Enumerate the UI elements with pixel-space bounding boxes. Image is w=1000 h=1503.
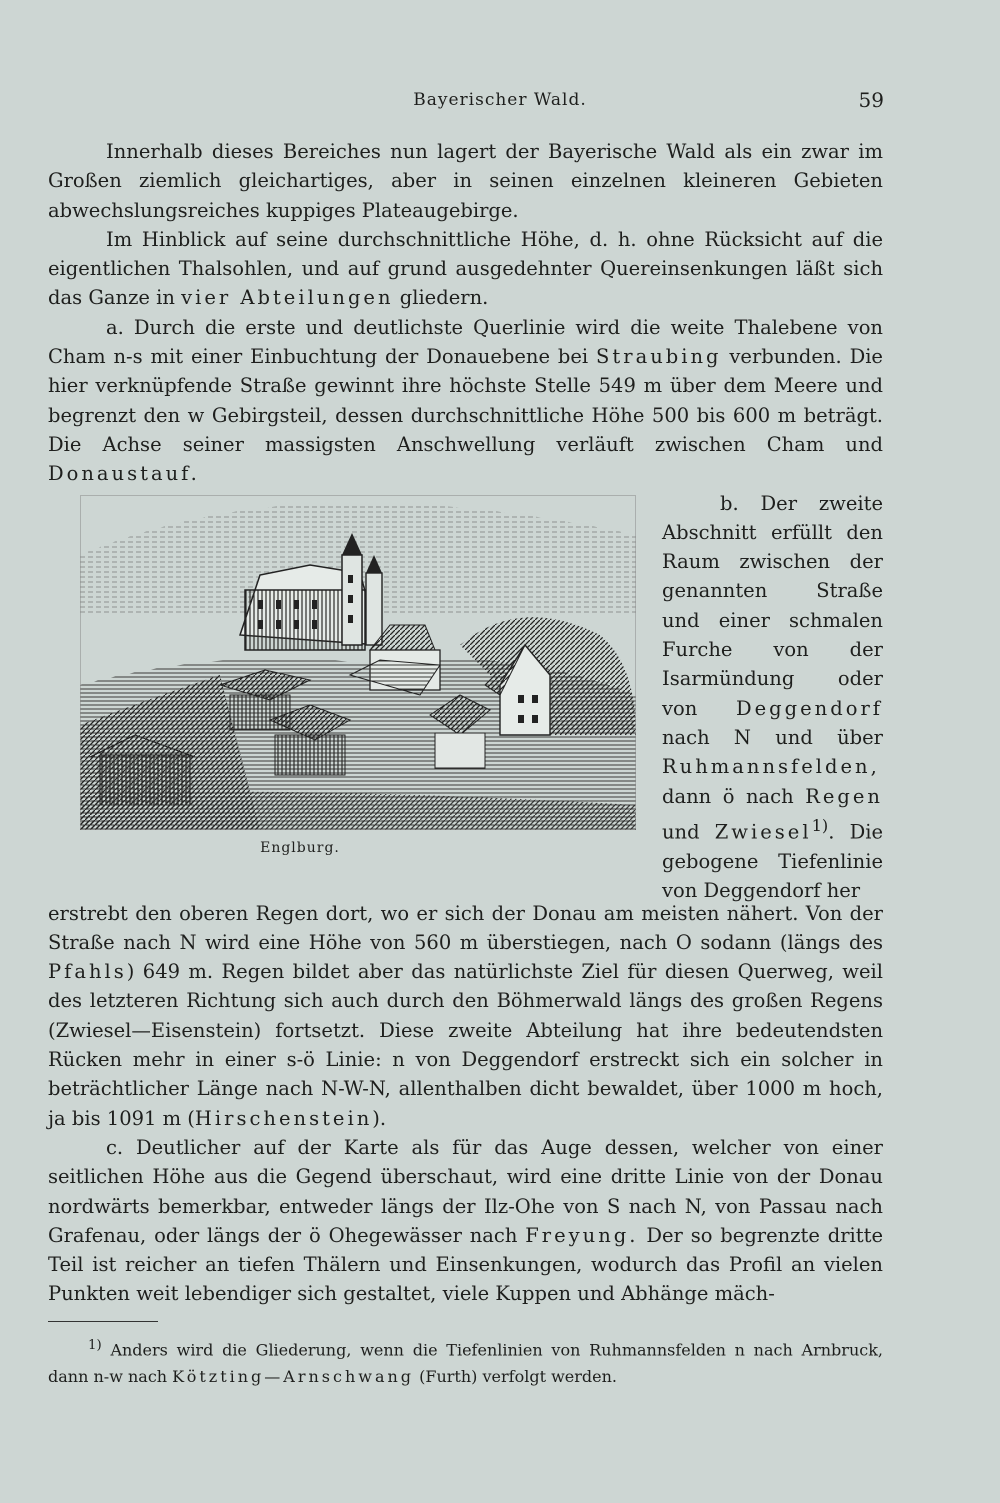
place-ruhmannsfelden: Ruhmannsfelden,: [662, 755, 880, 779]
figure-caption: Englburg.: [260, 839, 340, 856]
text: b. Der zweite Abschnitt erfüllt den Raum zwischen der genannten Straße und einer schmalen Furche von der Isarmündung oder von: [662, 491, 883, 720]
place-zwiesel: Zwiesel: [714, 820, 812, 844]
text: ).: [372, 1106, 387, 1130]
paragraph-section-a: [48, 313, 883, 489]
spaced-places: Kötzting—Arnschwang: [172, 1367, 415, 1387]
footnote-ref: 1): [811, 815, 829, 835]
text: gliedern.: [393, 286, 489, 310]
running-head: Bayerischer Wald.: [413, 90, 587, 110]
text: dann ö nach: [662, 784, 806, 808]
paragraph-section-b-continued: [48, 899, 883, 1133]
text: ) 649 m. Regen bildet aber das natürlichste Ziel für diesen Querweg, weil des letzteren Richtung sich auch durch den Böhmerwald längs des großen Regens (Zwiesel—Eisenstein) fortsetzt. Diese zweite Abteilung hat ihre bedeutendsten Rücken mehr in einer s-ö Linie: n von Deggendorf erstreckt sich ein solcher in beträchtlicher Länge nach N-W-N, allenthalben dicht bewaldet, über 1000 m hoch, ja bis 1091 m (: [48, 960, 883, 1130]
paragraph-intro-text: Innerhalb dieses Bereiches nun lagert der Bayerische Wald als ein zwar im Großen ziemlich gleichartiges, aber in seinen einzelnen kleineren Gebieten abwechslungsreiches kuppiges Plateaugebirge.: [48, 140, 883, 222]
paragraph-section-b: [662, 489, 883, 906]
paragraph-division: [48, 225, 883, 313]
footnote-rule: [48, 1321, 158, 1322]
text: c. Deutlicher auf der Karte als für das Auge dessen, welcher von einer seitlichen Höhe aus die Gegend überschaut, wird eine dritte Linie von der Donau nordwärts bemerkbar, entweder längs der Ilz-Ohe von S nach N, von Passau nach Grafenau, oder längs der ö Ohegewässer nach: [48, 1135, 883, 1247]
page-body: [48, 137, 883, 1390]
page-header: [0, 88, 1000, 116]
footnote-marker: 1): [88, 1337, 102, 1353]
place-pfahl: Pfahls: [48, 960, 127, 984]
place-deggendorf: Deggendorf: [736, 696, 883, 720]
place-straubing: Straubing: [596, 345, 722, 369]
text: nach N und über: [662, 725, 883, 749]
figure-row: [48, 489, 883, 902]
place-regen: Regen: [805, 784, 883, 808]
englburg-engraving: [80, 495, 636, 830]
footnote: [48, 1332, 883, 1390]
section-b-start: [662, 489, 883, 906]
figure-englburg: [80, 495, 640, 856]
text: Der so begrenzte dritte Teil ist reicher an tiefen Thälern und Einsenkungen, wodurch das Profil an vielen Punkten weit lebendiger sich gestaltet, viele Kuppen und Abhänge mäch-: [48, 1223, 883, 1306]
text: verbunden. Die hier verknüpfende Straße gewinnt ihre höchste Stelle 549 m über dem Meere und begrenzt den w Gebirgsteil, dessen durchschnittliche Höhe 500 bis 600 m beträgt. Die Achse seiner massigsten Anschwellung verläuft zwischen Cham und: [48, 345, 883, 456]
place-freyung: Freyung.: [525, 1223, 639, 1247]
text: a. Durch die erste und deutlichste Querlinie wird die weite Thalebene von Cham n-s mit einer Einbuchtung der Donauebene bei: [48, 315, 883, 369]
text: Anders wird die Gliederung, wenn die Tiefenlinien von Ruhmannsfelden n nach Arnbruck, dann n-w nach: [48, 1340, 883, 1387]
place-hirschenstein: Hirschenstein: [194, 1106, 373, 1130]
text: (Furth) verfolgt werden.: [414, 1367, 617, 1387]
text: . Die gebogene Tiefenlinie von Deggendorf her: [662, 820, 883, 902]
paragraph-section-c: [48, 1133, 883, 1309]
text: und: [662, 820, 715, 844]
spaced-term: vier Abteilungen: [181, 286, 394, 310]
page-number: 59: [858, 88, 884, 112]
text: erstrebt den oberen Regen dort, wo er sich der Donau am meisten nähert. Von der Straße nach N wird eine Höhe von 560 m überstiegen, nach O sodann (längs des: [48, 901, 883, 954]
paragraph-intro: [48, 137, 883, 225]
text: Im Hinblick auf seine durchschnittliche Höhe, d. h. ohne Rücksicht auf die eigentlichen Thalsohlen, und auf grund ausgedehnter Quereinsenkungen läßt sich das Ganze in: [48, 227, 883, 310]
place-donaustauf: Donaustauf.: [48, 462, 200, 486]
